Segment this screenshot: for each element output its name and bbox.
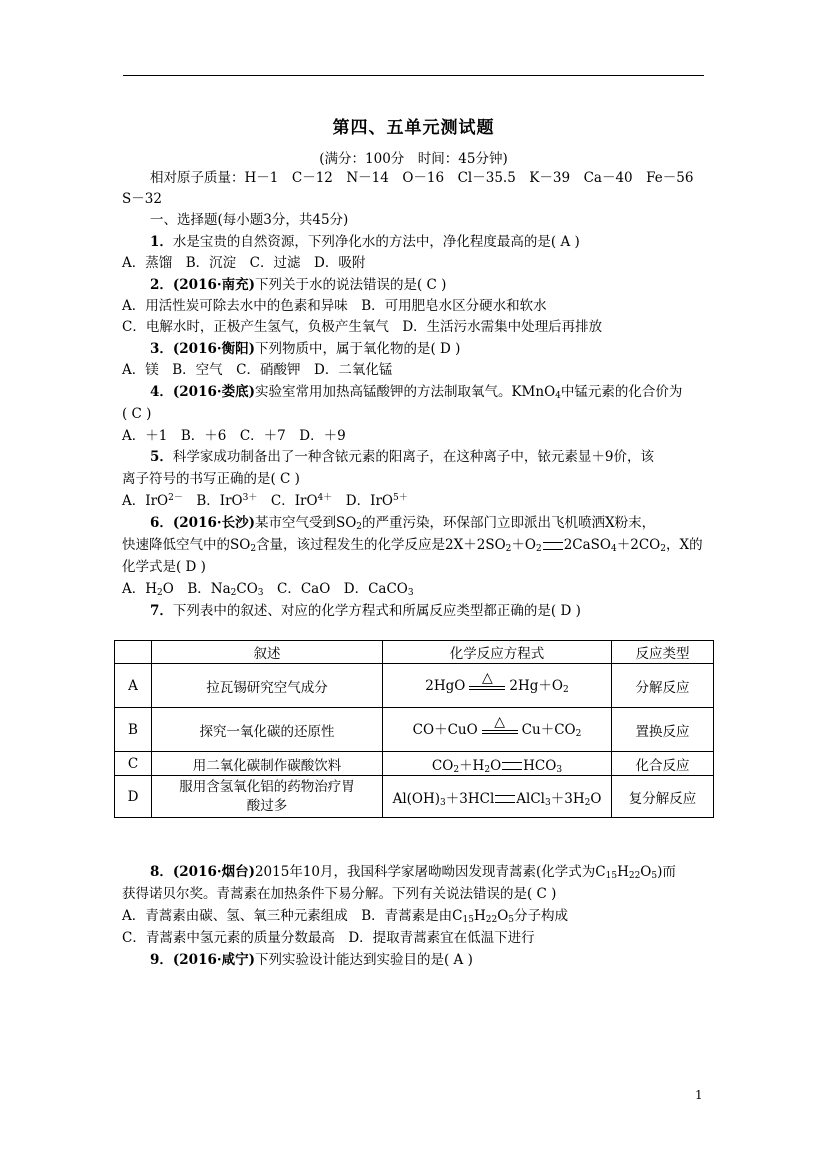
superscript: 3＋: [242, 493, 258, 503]
subscript: 15: [605, 871, 618, 881]
page-title: 第四、五单元测试题: [332, 118, 495, 138]
atomic-mass-line1: 相对原子质量：H－1 C－12 N－14 O－16 Cl－35.5 K－39 Ca－40 Fe－56: [150, 170, 694, 186]
question-source: (2016·烟台): [172, 864, 255, 880]
question-5-stem-2: 离子符号的书写正确的是( C ): [122, 471, 300, 487]
row-type: 分解反应: [612, 664, 714, 708]
table-header-cell: 化学反应方程式: [383, 641, 612, 664]
heating-condition: [482, 713, 518, 741]
section-heading: 一、选择题(每小题3分，共45分): [150, 212, 349, 228]
question-number: 3．: [150, 341, 173, 357]
equation-left: 2HgO: [425, 678, 466, 695]
question-5: [150, 447, 654, 467]
subscript: 22: [628, 871, 641, 881]
row-desc: 拉瓦锡研究空气成分: [152, 664, 383, 708]
superscript: 2－: [168, 493, 183, 503]
text-run: ，X的: [665, 537, 703, 553]
question-source: (2016·长沙): [172, 515, 255, 531]
question-stem: 下列实验设计能达到实验目的是( A ): [254, 952, 473, 968]
text-run: CO: [431, 757, 454, 774]
table-header-cell: 叙述: [152, 641, 383, 664]
table-row: [115, 776, 714, 818]
question-2: [150, 275, 446, 295]
superscript: 5＋: [392, 493, 408, 503]
row-type: 化合反应: [612, 752, 714, 776]
text-run: 的严重污染，环保部门立即派出飞机喷洒X粉末，: [362, 515, 656, 531]
row-equation: [383, 776, 612, 818]
question-2-options-1: A．用活性炭可除去水中的色素和异味 B．可用肥皂水区分硬水和软水: [122, 298, 547, 314]
subscript: 3: [556, 764, 563, 775]
text-run: O: [640, 864, 652, 880]
option-b: B．IrO: [196, 493, 243, 509]
subscript: 2: [230, 588, 237, 598]
text-run: C．CaO D．CaCO: [263, 581, 408, 597]
row-equation: [383, 752, 612, 776]
table-row: [115, 752, 714, 776]
text-run: H: [617, 864, 629, 880]
text-run: ＋O: [511, 537, 536, 553]
text-run: AlCl: [516, 790, 545, 807]
row-desc: 用二氧化碳制作碳酸饮料: [152, 752, 383, 776]
text-run: 某市空气受到SO: [254, 515, 357, 531]
question-6-line-3: 化学式是( D ): [122, 559, 206, 575]
question-8-options-2: C．青蒿素中氢元素的质量分数最高 D．提取青蒿素宜在低温下进行: [122, 930, 535, 946]
text-run: 2015年10月，我国科学家屠呦呦因发现青蒿素(化学式为C: [254, 864, 606, 880]
text-run: ＋3HCl: [445, 790, 495, 807]
question-number: 8．: [150, 864, 173, 880]
text-run: A．青蒿素由碳、氢、氧三种元素组成 B．青蒿素是由C: [122, 908, 463, 924]
question-1: [150, 232, 580, 252]
question-8: [150, 862, 676, 882]
question-number: 5．: [150, 449, 173, 465]
table-header-cell: 反应类型: [612, 641, 714, 664]
question-source: (2016·衡阳): [172, 341, 255, 357]
equation-right: 2Hg＋O: [509, 678, 563, 695]
question-4: [150, 382, 682, 402]
text-run: H: [473, 908, 486, 924]
question-stem: 实验室常用加热高锰酸钾的方法制取氧气。KMnO: [254, 384, 556, 400]
subscript: 5: [508, 915, 514, 925]
text-run: CO: [236, 581, 258, 597]
equals-sign: [543, 542, 563, 550]
row-equation: [383, 708, 612, 752]
question-stem: 中锰元素的化合价为: [560, 384, 683, 400]
text-run: O: [590, 790, 602, 807]
row-label: D: [115, 776, 152, 818]
subscript: 3: [545, 797, 551, 808]
text-run: 2CaSO: [563, 537, 612, 553]
subscript: 2: [535, 544, 542, 554]
question-stem: 科学家成功制备出了一种含铱元素的阳离子，在这种离子中，铱元素显＋9价，该: [172, 449, 654, 465]
table-row: [115, 664, 714, 708]
question-number: 1．: [150, 234, 173, 250]
subscript: 2: [660, 544, 666, 554]
row-label: B: [115, 708, 152, 752]
question-source: (2016·咸宁): [172, 952, 255, 968]
reaction-table: [114, 640, 714, 818]
text-run: O B．Na: [162, 581, 231, 597]
question-number: 6．: [150, 515, 173, 531]
text-run: ＋H: [459, 757, 485, 774]
question-3: [150, 339, 460, 359]
row-desc: 探究一氧化碳的还原性: [152, 708, 383, 752]
text-run: O: [490, 757, 502, 774]
subscript: 3: [440, 797, 446, 808]
option-d: D．IrO: [345, 493, 393, 509]
heat-symbol: △: [494, 713, 506, 730]
text-run: Al(OH): [392, 790, 441, 807]
text-run: 含量，该过程发生的化学反应是2X＋2SO: [256, 537, 506, 553]
equals-sign: [495, 795, 515, 803]
subscript: 22: [485, 915, 498, 925]
option-c: C．IrO: [270, 493, 318, 509]
table-header-cell: [115, 641, 152, 664]
text-run: ＋3H: [550, 790, 585, 807]
question-5-options: [122, 491, 408, 511]
text-run: A．H: [122, 581, 158, 597]
option-a: A．IrO: [122, 493, 169, 509]
subscript: 3: [407, 588, 414, 598]
superscript: 4＋: [317, 493, 333, 503]
row-type: 复分解反应: [612, 776, 714, 818]
table-row: [115, 708, 714, 752]
text-run: )而: [657, 864, 676, 880]
question-stem: 下列物质中，属于氧化物的是( D ): [254, 341, 461, 357]
heating-condition: [469, 669, 505, 697]
subscript: 15: [462, 915, 474, 925]
subscript: 4: [555, 391, 561, 401]
question-6: [150, 513, 655, 533]
row-type: 置换反应: [612, 708, 714, 752]
row-label: A: [115, 664, 152, 708]
row-label: C: [115, 752, 152, 776]
page-number: 1: [695, 1088, 703, 1102]
subscript: 3: [257, 588, 264, 598]
exam-info: (满分：100分 时间：45分钟): [319, 151, 508, 167]
question-4-answer: ( C ): [122, 406, 152, 422]
question-9: [150, 950, 473, 970]
header-rule: [123, 75, 704, 76]
equation-left: CO＋CuO: [412, 722, 478, 739]
text-run: O: [497, 908, 509, 924]
subscript: 2: [575, 729, 582, 740]
question-3-options: A．镁 B．空气 C．硝酸钾 D．二氧化锰: [122, 362, 393, 378]
subscript: 4: [611, 544, 617, 554]
question-number: 2．: [150, 277, 173, 293]
subscript: 2: [453, 764, 460, 775]
question-4-options: A．＋1 B．＋6 C．＋7 D．＋9: [122, 428, 346, 444]
question-number: 7．: [150, 603, 173, 619]
subscript: 2: [562, 685, 569, 696]
text-run: HCO: [523, 757, 557, 774]
table-header-row: [115, 641, 714, 664]
question-1-options: A．蒸馏 B．沉淀 C．过滤 D．吸附: [122, 255, 366, 271]
question-7: [150, 601, 581, 621]
row-desc: 服用含氢氧化铝的药物治疗胃酸过多: [152, 776, 383, 818]
question-source: (2016·南充): [172, 277, 255, 293]
subscript: 2: [157, 588, 163, 598]
atomic-mass-line2: S－32: [122, 191, 162, 207]
equals-sign: [502, 762, 522, 770]
question-2-options-2: C．电解水时，正极产生氢气，负极产生氧气 D．生活污水需集中处理后再排放: [122, 319, 603, 335]
row-equation: [383, 664, 612, 708]
text-run: ＋2CO: [616, 537, 661, 553]
question-6-options: [122, 579, 414, 599]
question-stem: 下列表中的叙述、对应的化学方程式和所属反应类型都正确的是( D ): [172, 603, 581, 619]
equation-right: Cu＋CO: [521, 722, 576, 739]
subscript: 2: [356, 522, 363, 532]
question-number: 9．: [150, 952, 173, 968]
subscript: 2: [505, 544, 512, 554]
heat-symbol: △: [481, 669, 493, 686]
question-number: 4．: [150, 384, 173, 400]
question-stem: 水是宝贵的自然资源，下列净化水的方法中，净化程度最高的是( A ): [172, 234, 580, 250]
text-run: 快速降低空气中的SO: [122, 537, 251, 553]
question-8-line-2: 获得诺贝尔奖。青蒿素在加热条件下易分解。下列有关说法错误的是( C ): [122, 886, 557, 902]
subscript: 2: [584, 797, 591, 808]
question-8-options-1: [122, 906, 568, 926]
subscript: 2: [484, 764, 491, 775]
question-source: (2016·娄底): [172, 384, 255, 400]
subscript: 2: [250, 544, 257, 554]
subscript: 5: [651, 871, 658, 881]
question-stem: 下列关于水的说法错误的是( C ): [254, 277, 447, 293]
question-6-line-2: [122, 535, 703, 555]
text-run: 分子构成: [514, 908, 568, 924]
